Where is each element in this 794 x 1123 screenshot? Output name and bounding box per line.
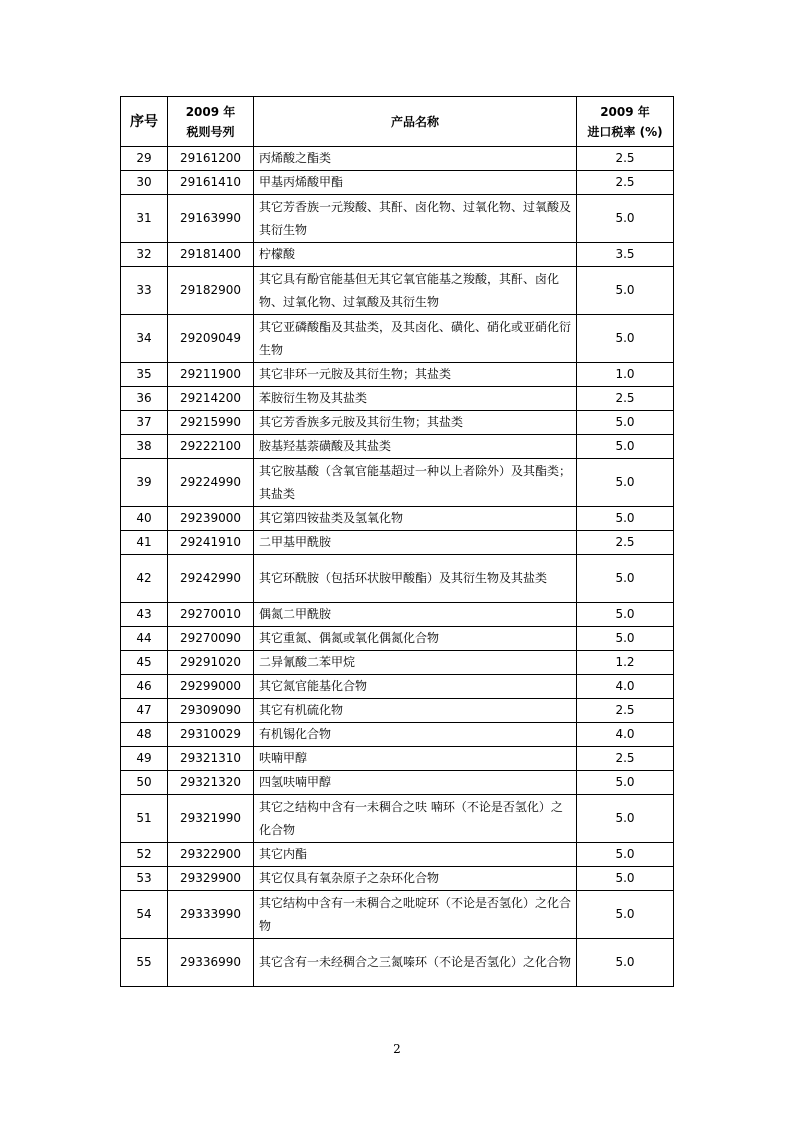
cell-code: 29322900 bbox=[168, 843, 254, 867]
cell-name: 四氢呋喃甲醇 bbox=[254, 771, 577, 795]
cell-seq: 32 bbox=[121, 243, 168, 267]
cell-seq: 48 bbox=[121, 723, 168, 747]
header-rate-line1: 2009 年 bbox=[600, 104, 650, 119]
table-header-row bbox=[121, 97, 674, 147]
page-number: 2 bbox=[393, 1042, 401, 1056]
header-name: 产品名称 bbox=[254, 97, 577, 147]
cell-name: 其它芳香族一元羧酸、其酐、卤化物、过氧化物、过氧酸及其衍生物 bbox=[254, 195, 577, 243]
cell-code: 29299000 bbox=[168, 675, 254, 699]
table-row bbox=[121, 147, 674, 171]
cell-name: 其它氮官能基化合物 bbox=[254, 675, 577, 699]
cell-rate: 2.5 bbox=[577, 531, 674, 555]
cell-name: 其它含有一未经稠合之三氮嗪环（不论是否氢化）之化合物 bbox=[254, 939, 577, 987]
cell-code: 29333990 bbox=[168, 891, 254, 939]
cell-name: 其它仅具有氧杂原子之杂环化合物 bbox=[254, 867, 577, 891]
cell-seq: 40 bbox=[121, 507, 168, 531]
cell-seq: 31 bbox=[121, 195, 168, 243]
table-row bbox=[121, 699, 674, 723]
cell-name: 呋喃甲醇 bbox=[254, 747, 577, 771]
cell-seq: 53 bbox=[121, 867, 168, 891]
cell-code: 29181400 bbox=[168, 243, 254, 267]
cell-seq: 37 bbox=[121, 411, 168, 435]
cell-code: 29163990 bbox=[168, 195, 254, 243]
cell-rate: 5.0 bbox=[577, 843, 674, 867]
table-row bbox=[121, 843, 674, 867]
cell-code: 29336990 bbox=[168, 939, 254, 987]
header-rate bbox=[577, 97, 674, 147]
cell-seq: 50 bbox=[121, 771, 168, 795]
cell-seq: 54 bbox=[121, 891, 168, 939]
cell-code: 29321320 bbox=[168, 771, 254, 795]
cell-code: 29291020 bbox=[168, 651, 254, 675]
cell-rate: 2.5 bbox=[577, 747, 674, 771]
cell-code: 29224990 bbox=[168, 459, 254, 507]
table-row bbox=[121, 723, 674, 747]
cell-seq: 47 bbox=[121, 699, 168, 723]
cell-rate: 5.0 bbox=[577, 435, 674, 459]
table-row bbox=[121, 939, 674, 987]
cell-seq: 43 bbox=[121, 603, 168, 627]
cell-name: 二甲基甲酰胺 bbox=[254, 531, 577, 555]
cell-rate: 4.0 bbox=[577, 675, 674, 699]
cell-name: 其它结构中含有一未稠合之吡啶环（不论是否氢化）之化合物 bbox=[254, 891, 577, 939]
cell-name: 其它胺基酸（含氧官能基超过一种以上者除外）及其酯类；其盐类 bbox=[254, 459, 577, 507]
header-rate-line2: 进口税率 (%) bbox=[587, 124, 663, 139]
cell-name: 二异氰酸二苯甲烷 bbox=[254, 651, 577, 675]
table-row bbox=[121, 411, 674, 435]
cell-name: 其它环酰胺（包括环状胺甲酸酯）及其衍生物及其盐类 bbox=[254, 555, 577, 603]
cell-seq: 33 bbox=[121, 267, 168, 315]
cell-seq: 49 bbox=[121, 747, 168, 771]
cell-code: 29211900 bbox=[168, 363, 254, 387]
cell-seq: 41 bbox=[121, 531, 168, 555]
cell-code: 29209049 bbox=[168, 315, 254, 363]
header-code-line2: 税则号列 bbox=[186, 124, 235, 139]
header-code bbox=[168, 97, 254, 147]
cell-rate: 5.0 bbox=[577, 795, 674, 843]
cell-rate: 5.0 bbox=[577, 267, 674, 315]
cell-name: 丙烯酸之酯类 bbox=[254, 147, 577, 171]
cell-name: 其它非环一元胺及其衍生物；其盐类 bbox=[254, 363, 577, 387]
table-row bbox=[121, 507, 674, 531]
cell-rate: 5.0 bbox=[577, 771, 674, 795]
table-row bbox=[121, 267, 674, 315]
table-row bbox=[121, 315, 674, 363]
table-row bbox=[121, 435, 674, 459]
cell-seq: 55 bbox=[121, 939, 168, 987]
cell-rate: 2.5 bbox=[577, 699, 674, 723]
cell-name: 偶氮二甲酰胺 bbox=[254, 603, 577, 627]
table-body bbox=[121, 147, 674, 987]
table-row bbox=[121, 171, 674, 195]
header-seq: 序号 bbox=[121, 97, 168, 147]
table-row bbox=[121, 387, 674, 411]
cell-name: 其它亚磷酸酯及其盐类，及其卤化、磺化、硝化或亚硝化衍生物 bbox=[254, 315, 577, 363]
cell-rate: 5.0 bbox=[577, 195, 674, 243]
cell-name: 其它芳香族多元胺及其衍生物；其盐类 bbox=[254, 411, 577, 435]
cell-name: 其它具有酚官能基但无其它氧官能基之羧酸，其酐、卤化物、过氧化物、过氧酸及其衍生物 bbox=[254, 267, 577, 315]
cell-seq: 35 bbox=[121, 363, 168, 387]
cell-name: 胺基羟基萘磺酸及其盐类 bbox=[254, 435, 577, 459]
cell-name: 其它之结构中含有一未稠合之呋 喃环（不论是否氢化）之化合物 bbox=[254, 795, 577, 843]
table-row bbox=[121, 195, 674, 243]
cell-seq: 30 bbox=[121, 171, 168, 195]
cell-seq: 46 bbox=[121, 675, 168, 699]
cell-rate: 5.0 bbox=[577, 411, 674, 435]
cell-seq: 42 bbox=[121, 555, 168, 603]
cell-rate: 5.0 bbox=[577, 315, 674, 363]
table-row bbox=[121, 675, 674, 699]
cell-code: 29182900 bbox=[168, 267, 254, 315]
cell-seq: 34 bbox=[121, 315, 168, 363]
cell-rate: 5.0 bbox=[577, 603, 674, 627]
cell-code: 29241910 bbox=[168, 531, 254, 555]
cell-code: 29242990 bbox=[168, 555, 254, 603]
header-code-line1: 2009 年 bbox=[185, 104, 236, 119]
cell-name: 其它重氮、偶氮或氧化偶氮化合物 bbox=[254, 627, 577, 651]
cell-name: 苯胺衍生物及其盐类 bbox=[254, 387, 577, 411]
cell-name: 其它有机硫化物 bbox=[254, 699, 577, 723]
cell-name: 有机锡化合物 bbox=[254, 723, 577, 747]
cell-rate: 2.5 bbox=[577, 387, 674, 411]
cell-code: 29161200 bbox=[168, 147, 254, 171]
cell-seq: 36 bbox=[121, 387, 168, 411]
cell-rate: 3.5 bbox=[577, 243, 674, 267]
cell-code: 29161410 bbox=[168, 171, 254, 195]
cell-name: 其它第四铵盐类及氢氧化物 bbox=[254, 507, 577, 531]
table-row bbox=[121, 627, 674, 651]
cell-code: 29309090 bbox=[168, 699, 254, 723]
cell-code: 29270090 bbox=[168, 627, 254, 651]
cell-rate: 5.0 bbox=[577, 507, 674, 531]
cell-code: 29329900 bbox=[168, 867, 254, 891]
cell-code: 29321990 bbox=[168, 795, 254, 843]
cell-rate: 5.0 bbox=[577, 867, 674, 891]
table-row bbox=[121, 891, 674, 939]
cell-rate: 5.0 bbox=[577, 891, 674, 939]
cell-seq: 51 bbox=[121, 795, 168, 843]
cell-seq: 44 bbox=[121, 627, 168, 651]
cell-rate: 4.0 bbox=[577, 723, 674, 747]
table-row bbox=[121, 531, 674, 555]
cell-name: 其它内酯 bbox=[254, 843, 577, 867]
cell-rate: 2.5 bbox=[577, 171, 674, 195]
cell-rate: 2.5 bbox=[577, 147, 674, 171]
table-row bbox=[121, 771, 674, 795]
cell-code: 29310029 bbox=[168, 723, 254, 747]
table-row bbox=[121, 243, 674, 267]
cell-code: 29215990 bbox=[168, 411, 254, 435]
table-row bbox=[121, 795, 674, 843]
tariff-table bbox=[120, 96, 674, 987]
cell-code: 29222100 bbox=[168, 435, 254, 459]
cell-code: 29270010 bbox=[168, 603, 254, 627]
cell-seq: 52 bbox=[121, 843, 168, 867]
cell-rate: 5.0 bbox=[577, 555, 674, 603]
table-row bbox=[121, 867, 674, 891]
cell-seq: 29 bbox=[121, 147, 168, 171]
cell-name: 柠檬酸 bbox=[254, 243, 577, 267]
cell-rate: 5.0 bbox=[577, 627, 674, 651]
table-row bbox=[121, 459, 674, 507]
table-row bbox=[121, 651, 674, 675]
cell-seq: 45 bbox=[121, 651, 168, 675]
table-row bbox=[121, 603, 674, 627]
cell-rate: 5.0 bbox=[577, 939, 674, 987]
cell-rate: 1.0 bbox=[577, 363, 674, 387]
cell-seq: 39 bbox=[121, 459, 168, 507]
cell-code: 29214200 bbox=[168, 387, 254, 411]
table-row bbox=[121, 363, 674, 387]
cell-code: 29239000 bbox=[168, 507, 254, 531]
cell-rate: 1.2 bbox=[577, 651, 674, 675]
table-row bbox=[121, 555, 674, 603]
cell-seq: 38 bbox=[121, 435, 168, 459]
table-row bbox=[121, 747, 674, 771]
cell-rate: 5.0 bbox=[577, 459, 674, 507]
cell-code: 29321310 bbox=[168, 747, 254, 771]
cell-name: 甲基丙烯酸甲酯 bbox=[254, 171, 577, 195]
